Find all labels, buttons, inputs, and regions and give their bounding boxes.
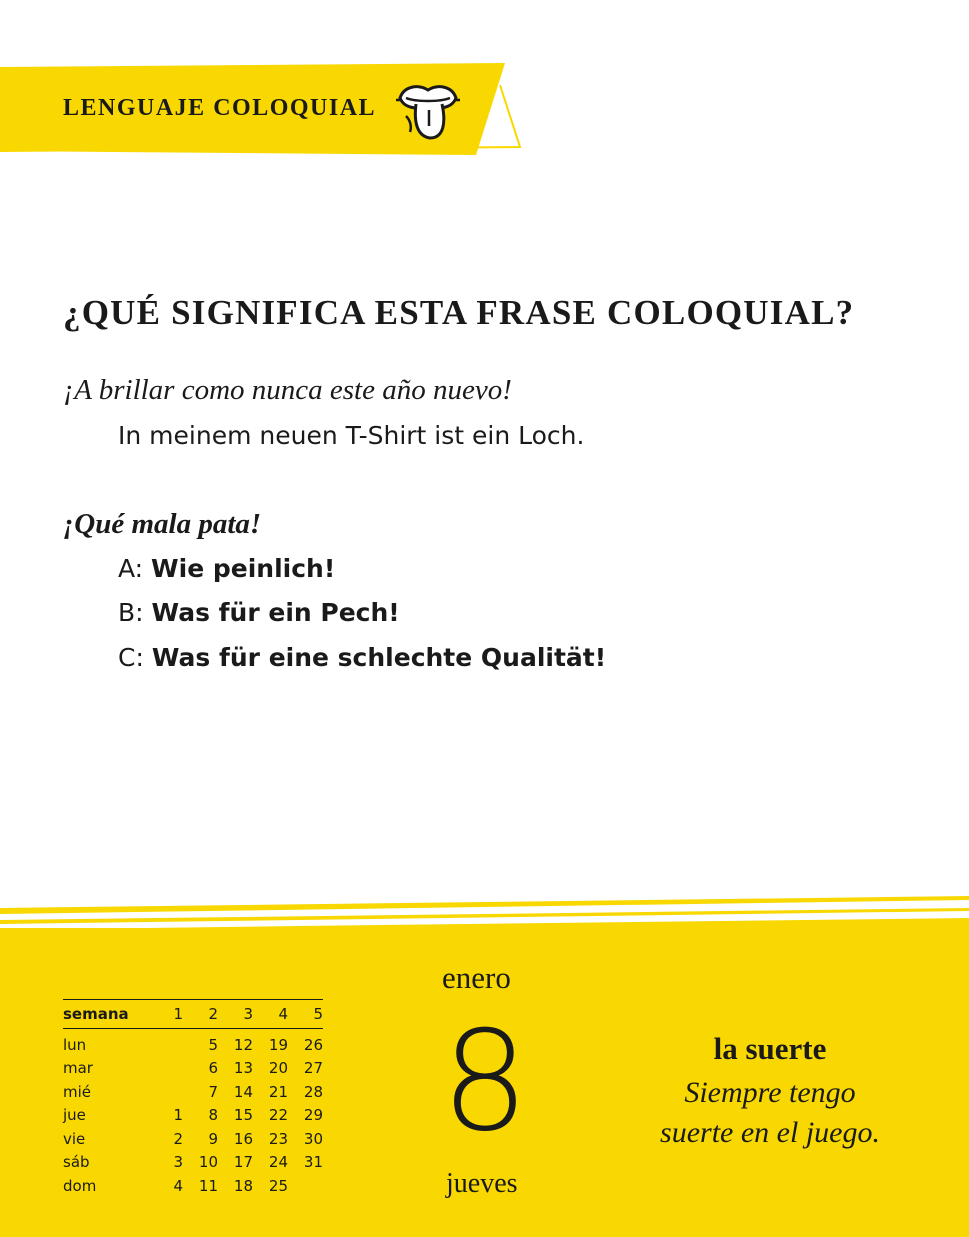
calendar-date: 14 <box>233 1082 253 1101</box>
option-a <box>118 554 335 583</box>
option-b <box>118 598 400 627</box>
option-text: Was für eine schlechte Qualität! <box>151 643 607 672</box>
previous-phrase: ¡A brillar como nunca este año nuevo! <box>63 374 512 406</box>
calendar-date: 18 <box>233 1176 253 1195</box>
week-number: 2 <box>208 1005 218 1023</box>
weekday-name: mar <box>63 1059 93 1078</box>
month-calendar <box>63 999 323 1198</box>
calendar-header-label: semana <box>63 1005 129 1023</box>
option-text: Was für ein Pech! <box>151 598 400 627</box>
calendar-row <box>63 1057 323 1081</box>
calendar-date: 20 <box>268 1059 288 1078</box>
calendar-date: 11 <box>198 1176 218 1195</box>
weekday-name: vie <box>63 1129 86 1148</box>
example-line: Siempre tengo <box>684 1076 856 1109</box>
week-number: 4 <box>278 1005 288 1023</box>
vocabulary-word: la suerte <box>713 1031 827 1066</box>
calendar-header-row <box>63 1000 323 1029</box>
week-number: 5 <box>313 1005 323 1023</box>
current-phrase: ¡Qué mala pata! <box>63 508 262 540</box>
calendar-date: 13 <box>233 1059 253 1078</box>
calendar-row <box>63 1080 323 1104</box>
calendar-date: 12 <box>233 1035 253 1054</box>
calendar-date: 19 <box>268 1035 288 1054</box>
calendar-row <box>63 1033 323 1057</box>
calendar-date: 25 <box>268 1176 288 1195</box>
calendar-date: 16 <box>233 1129 253 1148</box>
calendar-row <box>63 1151 323 1175</box>
calendar-date: 15 <box>233 1106 253 1125</box>
calendar-date: 24 <box>268 1153 288 1172</box>
calendar-date: 23 <box>268 1129 288 1148</box>
calendar-date: 4 <box>173 1176 183 1195</box>
question-title: ¿QUÉ SIGNIFICA ESTA FRASE COLOQUIAL? <box>63 293 855 332</box>
option-c <box>118 643 606 672</box>
calendar-date: 22 <box>268 1106 288 1125</box>
week-number: 3 <box>243 1005 253 1023</box>
calendar-row <box>63 1127 323 1151</box>
option-letter: C: <box>118 643 144 672</box>
example-line: suerte en el juego. <box>660 1116 880 1149</box>
calendar-date: 9 <box>208 1129 218 1148</box>
calendar-date: 5 <box>208 1035 218 1054</box>
calendar-date: 2 <box>173 1129 183 1148</box>
calendar-date: 7 <box>208 1082 218 1101</box>
calendar-date: 31 <box>303 1153 323 1172</box>
calendar-date: 27 <box>303 1059 323 1078</box>
calendar-date: 10 <box>198 1153 218 1172</box>
month-label: enero <box>442 960 511 995</box>
option-text: Wie peinlich! <box>151 554 336 583</box>
calendar-date: 26 <box>303 1035 323 1054</box>
calendar-row <box>63 1104 323 1128</box>
section-label: LENGUAJE COLOQUIAL <box>63 95 377 121</box>
calendar-date: 29 <box>303 1106 323 1125</box>
calendar-row <box>63 1174 323 1198</box>
weekday-name: lun <box>63 1035 87 1054</box>
weekday-name: jue <box>63 1106 86 1125</box>
calendar-date: 3 <box>173 1153 183 1172</box>
weekday-name: sáb <box>63 1153 90 1172</box>
weekday-name: mié <box>63 1082 92 1101</box>
weekday-name: dom <box>63 1176 97 1195</box>
calendar-date: 17 <box>233 1153 253 1172</box>
option-letter: A: <box>118 554 144 583</box>
calendar-date: 21 <box>268 1082 288 1101</box>
calendar-date: 6 <box>208 1059 218 1078</box>
option-letter: B: <box>118 598 144 627</box>
example-sentence <box>620 1073 920 1153</box>
calendar-date: 30 <box>303 1129 323 1148</box>
previous-answer: In meinem neuen T-Shirt ist ein Loch. <box>118 421 585 450</box>
calendar-date: 1 <box>173 1106 183 1125</box>
week-number: 1 <box>173 1005 183 1023</box>
tongue-icon <box>392 76 464 148</box>
day-number: 8 <box>441 1001 529 1162</box>
calendar-date: 8 <box>208 1106 218 1125</box>
weekday-label: jueves <box>446 1168 518 1199</box>
calendar-date: 28 <box>303 1082 323 1101</box>
